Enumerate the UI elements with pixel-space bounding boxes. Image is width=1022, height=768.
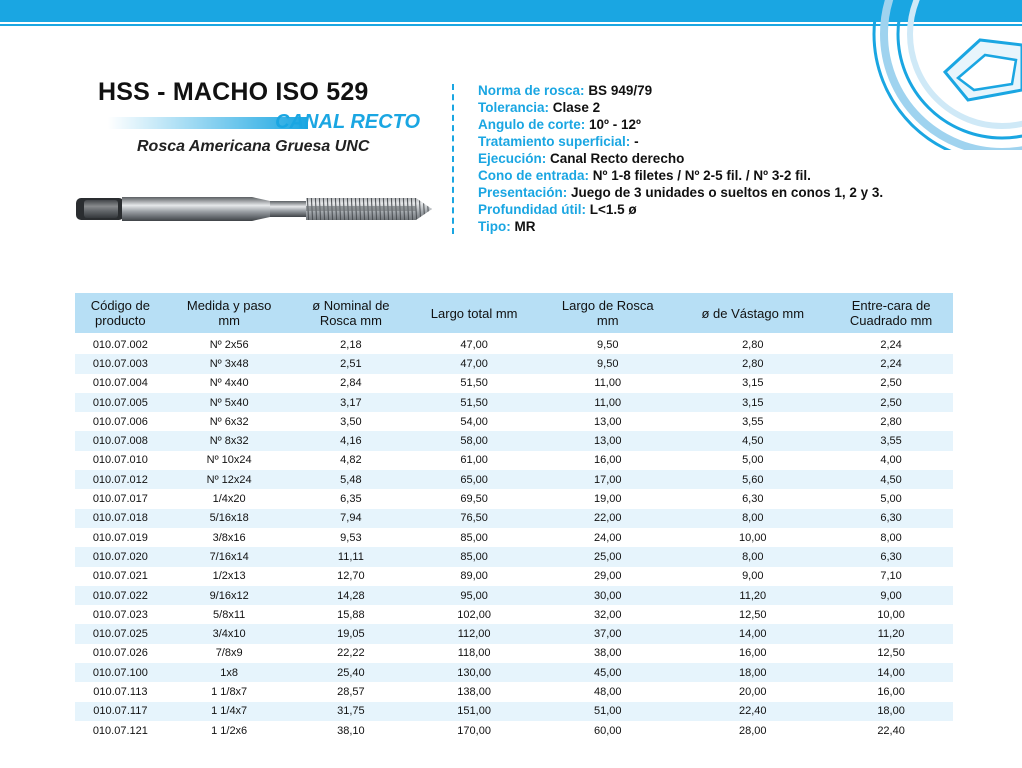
table-cell: 8,00 bbox=[676, 509, 829, 528]
table-cell: 130,00 bbox=[409, 663, 539, 682]
table-cell: 19,00 bbox=[593, 493, 622, 506]
table-cell: 69,50 bbox=[460, 493, 488, 506]
table-cell: 28,57 bbox=[337, 685, 365, 698]
column-header-line: Rosca mm bbox=[319, 313, 382, 328]
table-cell: 2,18 bbox=[340, 338, 362, 351]
table-cell: 51,50 bbox=[409, 393, 539, 412]
table-cell: 7,94 bbox=[293, 509, 410, 528]
table-cell: 102,00 bbox=[457, 608, 491, 621]
column-header-line: mm bbox=[218, 313, 240, 328]
table-cell: 38,00 bbox=[593, 647, 622, 660]
spec-value: 10º - 12º bbox=[589, 117, 641, 132]
table-row bbox=[75, 431, 953, 450]
table-cell: 3,15 bbox=[676, 393, 829, 412]
table-cell: 010.07.008 bbox=[75, 431, 166, 450]
table-cell: 18,00 bbox=[676, 663, 829, 682]
table-cell: 8,00 bbox=[880, 531, 902, 544]
table-cell: 9/16x12 bbox=[166, 586, 293, 605]
table-row bbox=[75, 586, 953, 605]
table-row bbox=[75, 547, 953, 566]
table-cell: 010.07.004 bbox=[92, 377, 148, 390]
table-cell: 1x8 bbox=[166, 663, 293, 682]
table-cell: 12,50 bbox=[877, 647, 905, 660]
spec-key: Tratamiento superficial: bbox=[478, 134, 631, 149]
spec-key: Presentación: bbox=[478, 185, 568, 200]
table-cell: 19,05 bbox=[293, 624, 410, 643]
table-cell: 118,00 bbox=[457, 647, 491, 660]
table-cell: Nº 12x24 bbox=[166, 470, 293, 489]
table-cell: 112,00 bbox=[409, 624, 539, 643]
table-cell: 9,00 bbox=[742, 570, 764, 583]
table-cell: 4,50 bbox=[676, 431, 829, 450]
table-cell: 10,00 bbox=[877, 608, 905, 621]
column-header-line: Medida y paso bbox=[186, 298, 272, 313]
table-cell: 3,55 bbox=[829, 431, 953, 450]
table-cell: 010.07.023 bbox=[92, 608, 148, 621]
table-cell: 9,00 bbox=[829, 586, 953, 605]
subtitle-banner bbox=[108, 111, 420, 136]
table-cell: 15,88 bbox=[337, 608, 365, 621]
table-cell: 5,00 bbox=[742, 454, 764, 467]
table-cell: 47,00 bbox=[460, 338, 488, 351]
table-cell: 8,00 bbox=[676, 547, 829, 566]
table-cell: 010.07.121 bbox=[92, 724, 148, 737]
table-cell: 010.07.012 bbox=[75, 470, 166, 489]
table-cell: 2,24 bbox=[829, 354, 953, 373]
table-cell: Nº 4x40 bbox=[209, 377, 249, 390]
table-cell: 5,60 bbox=[676, 470, 829, 489]
table-cell: 010.07.021 bbox=[92, 570, 148, 583]
table-cell: 3,55 bbox=[742, 415, 764, 428]
column-header-line: mm bbox=[596, 313, 619, 328]
table-cell: 010.07.113 bbox=[93, 685, 148, 698]
table-row bbox=[75, 624, 953, 643]
table-cell: 12,50 bbox=[739, 608, 767, 621]
table-cell: 5/16x18 bbox=[166, 509, 293, 528]
table-cell: Nº 10x24 bbox=[206, 454, 252, 467]
table-cell: 010.07.006 bbox=[92, 415, 148, 428]
table-cell: 85,00 bbox=[460, 531, 488, 544]
table-cell: Nº 6x32 bbox=[209, 415, 249, 428]
table-cell: 58,00 bbox=[409, 431, 539, 450]
table-cell: 2,50 bbox=[880, 377, 902, 390]
table-cell: 32,00 bbox=[593, 608, 622, 621]
table-cell: 37,00 bbox=[539, 624, 676, 643]
table-row bbox=[75, 721, 953, 740]
table-row bbox=[75, 644, 953, 663]
spec-value: Juego de 3 unidades o sueltos en conos 1, 2 y 3. bbox=[571, 185, 884, 200]
column-header bbox=[166, 293, 293, 333]
table-cell: 16,00 bbox=[877, 685, 905, 698]
table-cell: 22,40 bbox=[877, 724, 905, 737]
table-cell: 25,00 bbox=[539, 547, 676, 566]
table-cell: 010.07.025 bbox=[75, 624, 166, 643]
table-cell: 6,30 bbox=[742, 493, 764, 506]
column-header bbox=[293, 293, 410, 333]
table-cell: Nº 3x48 bbox=[166, 354, 293, 373]
table-cell: 138,00 bbox=[457, 685, 491, 698]
table-cell: 010.07.100 bbox=[75, 663, 166, 682]
table-row bbox=[75, 702, 953, 721]
table-cell: 1 1/4x7 bbox=[166, 702, 293, 721]
table-cell: 010.07.020 bbox=[75, 547, 166, 566]
table-cell: 9,50 bbox=[539, 354, 676, 373]
table-cell: 31,75 bbox=[293, 702, 410, 721]
table-cell: 3,50 bbox=[340, 415, 362, 428]
table-cell: 45,00 bbox=[539, 663, 676, 682]
table-cell: 6,35 bbox=[340, 493, 362, 506]
table-cell: 2,80 bbox=[676, 354, 829, 373]
table-cell: 14,00 bbox=[829, 663, 953, 682]
column-header-line: ø de Vástago mm bbox=[701, 305, 805, 321]
table-row bbox=[75, 682, 953, 701]
table-cell: Nº 5x40 bbox=[166, 393, 293, 412]
table-row bbox=[75, 393, 953, 412]
product-subtitle: CANAL RECTO bbox=[275, 111, 420, 133]
spec-value: MR bbox=[514, 219, 536, 234]
table-row bbox=[75, 333, 953, 354]
table-row bbox=[75, 470, 953, 489]
table-cell: 61,00 bbox=[460, 454, 488, 467]
spec-key: Ejecución: bbox=[478, 151, 547, 166]
table-cell: 2,80 bbox=[880, 415, 902, 428]
spec-value: Nº 1-8 filetes / Nº 2-5 fil. / Nº 3-2 fil. bbox=[592, 168, 811, 183]
spec-item bbox=[478, 184, 883, 201]
table-row bbox=[75, 489, 953, 508]
table-cell: 13,00 bbox=[593, 415, 622, 428]
spec-key: Tipo: bbox=[478, 219, 511, 234]
table-cell: 151,00 bbox=[409, 702, 539, 721]
column-header-line: ø Nominal de bbox=[312, 298, 390, 313]
spec-item bbox=[478, 133, 883, 150]
spec-value: Canal Recto derecho bbox=[550, 151, 685, 166]
column-header bbox=[676, 293, 829, 333]
table-cell: 89,00 bbox=[460, 570, 488, 583]
table-cell: 010.07.117 bbox=[75, 702, 166, 721]
spec-value: L<1.5 ø bbox=[589, 202, 637, 217]
table-cell: 3/4x10 bbox=[166, 624, 293, 643]
column-header-line: Largo total mm bbox=[430, 305, 518, 321]
table-cell: 9,53 bbox=[340, 531, 362, 544]
table-cell: 11,00 bbox=[539, 393, 676, 412]
table-row bbox=[75, 451, 953, 470]
table-row bbox=[75, 354, 953, 373]
table-cell: 010.07.026 bbox=[92, 647, 148, 660]
table-cell: 14,00 bbox=[676, 624, 829, 643]
table-cell: 76,50 bbox=[409, 509, 539, 528]
table-cell: 11,11 bbox=[293, 547, 410, 566]
spec-item bbox=[478, 218, 883, 235]
table-cell: 11,20 bbox=[829, 624, 953, 643]
table-cell: 22,40 bbox=[676, 702, 829, 721]
table-cell: 010.07.018 bbox=[75, 509, 166, 528]
column-header-line: Código de bbox=[90, 298, 150, 313]
table-cell: 010.07.010 bbox=[92, 454, 148, 467]
table-cell: 85,00 bbox=[409, 547, 539, 566]
table-cell: 2,24 bbox=[880, 338, 902, 351]
table-cell: 17,00 bbox=[539, 470, 676, 489]
column-header-line: Entre-cara de bbox=[851, 298, 931, 313]
spec-item bbox=[478, 116, 883, 133]
table-cell: 16,00 bbox=[593, 454, 622, 467]
table-cell: 13,00 bbox=[539, 431, 676, 450]
table-cell: Nº 2x56 bbox=[209, 338, 249, 351]
table-cell: 22,22 bbox=[337, 647, 365, 660]
table-cell: 010.07.022 bbox=[75, 586, 166, 605]
table-cell: 95,00 bbox=[409, 586, 539, 605]
table-header-row bbox=[75, 293, 953, 333]
column-header bbox=[75, 293, 166, 333]
tap-tool-image bbox=[74, 190, 436, 228]
table-cell: 4,82 bbox=[340, 454, 362, 467]
table-cell: 24,00 bbox=[593, 531, 622, 544]
table-cell: 20,00 bbox=[739, 685, 767, 698]
table-cell: 38,10 bbox=[337, 724, 365, 737]
table-cell: 22,00 bbox=[539, 509, 676, 528]
spec-item bbox=[478, 150, 883, 167]
table-cell: 010.07.019 bbox=[92, 531, 148, 544]
table-cell: 4,00 bbox=[880, 454, 902, 467]
table-cell: 1 1/8x7 bbox=[211, 685, 248, 698]
table-cell: 2,51 bbox=[293, 354, 410, 373]
column-header-line: Cuadrado mm bbox=[849, 313, 933, 328]
table-cell: 12,70 bbox=[337, 570, 365, 583]
table-cell: 30,00 bbox=[539, 586, 676, 605]
table-row bbox=[75, 567, 953, 586]
table-row bbox=[75, 605, 953, 624]
table-cell: 48,00 bbox=[593, 685, 622, 698]
column-header-line: producto bbox=[95, 313, 146, 328]
table-cell: 2,80 bbox=[742, 338, 764, 351]
spec-value: BS 949/79 bbox=[588, 83, 653, 98]
thread-type-label: Rosca Americana Gruesa UNC bbox=[137, 138, 370, 155]
table-cell: 010.07.005 bbox=[75, 393, 166, 412]
table-cell: 10,00 bbox=[739, 531, 767, 544]
table-cell: 2,50 bbox=[829, 393, 953, 412]
table-cell: 1/2x13 bbox=[212, 570, 246, 583]
spec-item bbox=[478, 82, 883, 99]
table-row bbox=[75, 374, 953, 393]
table-cell: 170,00 bbox=[457, 724, 491, 737]
table-cell: 5/8x11 bbox=[213, 608, 246, 621]
table-cell: 7,10 bbox=[880, 570, 902, 583]
column-header-line: Largo de Rosca bbox=[561, 298, 654, 313]
spec-list bbox=[478, 82, 883, 235]
table-row bbox=[75, 663, 953, 682]
table-cell: 010.07.017 bbox=[92, 493, 148, 506]
table-cell: 4,50 bbox=[829, 470, 953, 489]
table-cell: 28,00 bbox=[739, 724, 767, 737]
table-cell: 11,00 bbox=[594, 377, 622, 390]
product-table bbox=[75, 293, 953, 740]
table-cell: 18,00 bbox=[829, 702, 953, 721]
table-cell: 1 1/2x6 bbox=[211, 724, 248, 737]
table-cell: 54,00 bbox=[460, 415, 488, 428]
table-cell: 51,00 bbox=[539, 702, 676, 721]
table-row bbox=[75, 412, 953, 431]
table-cell: 4,16 bbox=[293, 431, 410, 450]
table-cell: 3/8x16 bbox=[212, 531, 246, 544]
spec-key: Profundidad útil: bbox=[478, 202, 586, 217]
table-cell: 16,00 bbox=[739, 647, 767, 660]
table-cell: 51,50 bbox=[460, 377, 488, 390]
table-cell: 3,15 bbox=[742, 377, 764, 390]
table-cell: 6,30 bbox=[829, 547, 953, 566]
column-header bbox=[409, 293, 539, 333]
spec-key: Tolerancia: bbox=[478, 100, 550, 115]
table-cell: 29,00 bbox=[593, 570, 622, 583]
table-cell: 14,28 bbox=[293, 586, 410, 605]
table-cell: 7/8x9 bbox=[215, 647, 243, 660]
table-cell: 010.07.003 bbox=[75, 354, 166, 373]
table-cell: 2,84 bbox=[340, 377, 362, 390]
table-cell: 47,00 bbox=[409, 354, 539, 373]
table-body bbox=[75, 333, 953, 740]
spec-item bbox=[478, 167, 883, 184]
table-cell: 11,20 bbox=[676, 586, 829, 605]
spec-key: Norma de rosca: bbox=[478, 83, 585, 98]
table-cell: 6,30 bbox=[829, 509, 953, 528]
table-cell: 010.07.002 bbox=[92, 338, 148, 351]
table-cell: 65,00 bbox=[409, 470, 539, 489]
table-cell: 5,48 bbox=[293, 470, 410, 489]
table-cell: 5,00 bbox=[880, 493, 902, 506]
table-row bbox=[75, 509, 953, 528]
table-cell: 1/4x20 bbox=[212, 493, 246, 506]
product-title: HSS - MACHO ISO 529 bbox=[98, 78, 369, 106]
table-cell: 9,50 bbox=[597, 338, 619, 351]
column-header bbox=[829, 293, 953, 333]
table-row bbox=[75, 528, 953, 547]
table-cell: 60,00 bbox=[593, 724, 622, 737]
spec-key: Cono de entrada: bbox=[478, 168, 590, 183]
spec-value: Clase 2 bbox=[552, 100, 601, 115]
table-cell: 3,17 bbox=[293, 393, 410, 412]
table-cell: 25,40 bbox=[293, 663, 410, 682]
spec-item bbox=[478, 201, 883, 218]
spec-item bbox=[478, 99, 883, 116]
column-header bbox=[539, 293, 676, 333]
table-cell: 7/16x14 bbox=[166, 547, 293, 566]
header-divider bbox=[452, 84, 454, 234]
table-cell: Nº 8x32 bbox=[166, 431, 293, 450]
spec-value: - bbox=[634, 134, 639, 149]
spec-key: Angulo de corte: bbox=[478, 117, 586, 132]
